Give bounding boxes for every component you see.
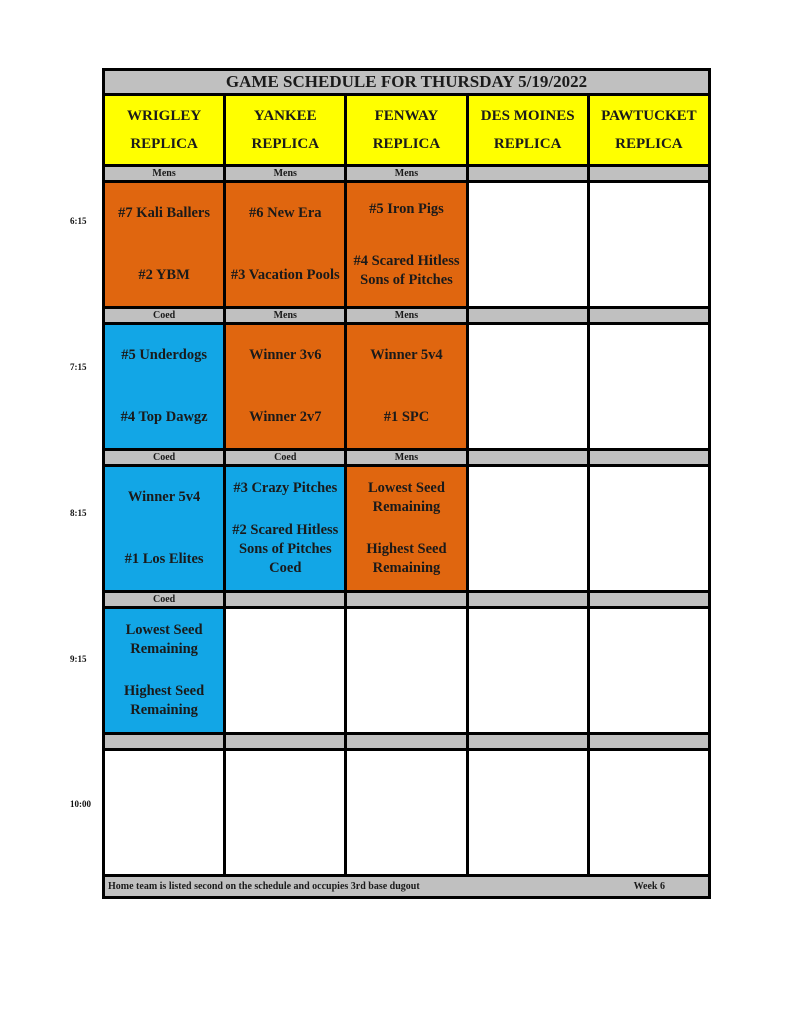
home-team: #3 Vacation Pools xyxy=(230,266,340,283)
matchup xyxy=(590,751,708,874)
away-team: Lowest Seed Remaining xyxy=(368,479,445,515)
time-label: 9:15 xyxy=(70,654,87,664)
park-name: WRIGLEY xyxy=(127,108,202,124)
game-cell xyxy=(225,182,346,308)
division-label: Coed xyxy=(104,450,225,466)
matchup xyxy=(226,325,344,448)
park-name: YANKEE xyxy=(253,108,317,124)
week-label: Week 6 xyxy=(633,881,665,892)
title-row xyxy=(104,70,710,95)
away-team: #5 Underdogs xyxy=(121,347,207,364)
matchup xyxy=(469,183,587,306)
empty-cell xyxy=(588,608,709,734)
park-header xyxy=(346,95,467,166)
game-row xyxy=(104,324,710,450)
park-header-row xyxy=(104,95,710,166)
game-cell xyxy=(346,466,467,592)
empty-cell xyxy=(467,182,588,308)
division-label xyxy=(588,592,709,608)
empty-cell xyxy=(588,324,709,450)
away-team: #7 Kali Ballers xyxy=(118,205,211,222)
away-team: #5 Iron Pigs xyxy=(369,200,444,217)
game-cell xyxy=(346,324,467,450)
park-sub: REPLICA xyxy=(493,136,562,152)
matchup xyxy=(469,609,587,732)
game-row xyxy=(104,466,710,592)
division-label: Mens xyxy=(104,166,225,182)
division-label: Coed xyxy=(104,592,225,608)
footer-row xyxy=(104,876,710,898)
matchup xyxy=(226,183,344,306)
empty-cell xyxy=(588,466,709,592)
game-cell xyxy=(346,182,467,308)
division-row xyxy=(104,166,710,182)
matchup xyxy=(347,751,465,874)
park-header xyxy=(225,95,346,166)
division-label xyxy=(225,592,346,608)
division-label: Mens xyxy=(346,450,467,466)
empty-cell xyxy=(346,750,467,876)
away-team: #3 Crazy Pitches xyxy=(233,479,338,496)
division-label xyxy=(346,592,467,608)
matchup xyxy=(226,751,344,874)
empty-cell xyxy=(588,750,709,876)
division-label xyxy=(588,166,709,182)
park-sub: REPLICA xyxy=(251,136,320,152)
schedule-title: GAME SCHEDULE FOR THURSDAY 5/19/2022 xyxy=(104,70,710,95)
schedule-table xyxy=(102,68,711,899)
division-label xyxy=(588,308,709,324)
division-row xyxy=(104,592,710,608)
empty-cell xyxy=(467,750,588,876)
division-label: Mens xyxy=(225,308,346,324)
matchup xyxy=(105,325,223,448)
game-row xyxy=(104,750,710,876)
empty-cell xyxy=(225,750,346,876)
game-cell xyxy=(104,608,225,734)
matchup xyxy=(105,183,223,306)
matchup xyxy=(469,751,587,874)
game-row xyxy=(104,182,710,308)
empty-cell xyxy=(467,608,588,734)
away-team: Winner 5v4 xyxy=(127,489,201,506)
away-team: Winner 3v6 xyxy=(249,347,322,364)
park-name: FENWAY xyxy=(374,108,439,124)
home-team: #1 SPC xyxy=(383,408,430,425)
matchup xyxy=(347,325,465,448)
home-team: Highest Seed Remaining xyxy=(366,541,447,577)
park-name: DES MOINES xyxy=(480,108,575,124)
home-team: #4 Top Dawgz xyxy=(120,408,208,425)
matchup xyxy=(226,609,344,732)
division-row xyxy=(104,450,710,466)
time-label: 6:15 xyxy=(70,216,87,226)
matchup xyxy=(469,325,587,448)
division-label: Mens xyxy=(225,166,346,182)
away-team: Winner 5v4 xyxy=(370,347,443,364)
division-label xyxy=(346,734,467,750)
home-team: #2 Scared Hitless Sons of Pitches Coed xyxy=(232,522,339,577)
game-cell xyxy=(225,466,346,592)
division-label: Coed xyxy=(225,450,346,466)
away-team: Lowest Seed Remaining xyxy=(125,621,203,657)
home-team: #4 Scared Hitless Sons of Pitches xyxy=(353,252,460,288)
matchup xyxy=(347,609,465,732)
park-header xyxy=(588,95,709,166)
matchup xyxy=(590,183,708,306)
matchup xyxy=(469,467,587,590)
empty-cell xyxy=(467,324,588,450)
away-team: #6 New Era xyxy=(249,205,322,222)
home-team: Highest Seed Remaining xyxy=(124,683,205,719)
division-label: Coed xyxy=(104,308,225,324)
matchup xyxy=(105,609,223,732)
division-label xyxy=(588,450,709,466)
empty-cell xyxy=(467,466,588,592)
division-label xyxy=(225,734,346,750)
empty-cell xyxy=(346,608,467,734)
division-label: Mens xyxy=(346,166,467,182)
matchup xyxy=(226,467,344,590)
division-label xyxy=(104,734,225,750)
park-sub: REPLICA xyxy=(615,136,683,152)
division-label xyxy=(467,592,588,608)
home-team: #1 Los Elites xyxy=(124,550,204,567)
matchup xyxy=(590,325,708,448)
division-label xyxy=(467,308,588,324)
division-label xyxy=(467,734,588,750)
game-row xyxy=(104,608,710,734)
home-team: #2 YBM xyxy=(138,266,190,283)
park-sub: REPLICA xyxy=(372,136,441,152)
division-label: Mens xyxy=(346,308,467,324)
time-label: 7:15 xyxy=(70,362,87,372)
park-header xyxy=(467,95,588,166)
footer-cell xyxy=(104,876,710,898)
matchup xyxy=(347,183,465,306)
time-label: 10:00 xyxy=(70,799,91,809)
empty-cell xyxy=(104,750,225,876)
time-label: 8:15 xyxy=(70,508,87,518)
game-cell xyxy=(104,324,225,450)
division-row xyxy=(104,734,710,750)
footer-note: Home team is listed second on the schedule and occupies 3rd base dugout xyxy=(108,881,420,892)
division-row xyxy=(104,308,710,324)
matchup xyxy=(590,467,708,590)
empty-cell xyxy=(588,182,709,308)
park-header xyxy=(104,95,225,166)
game-cell xyxy=(225,324,346,450)
division-label xyxy=(588,734,709,750)
division-label xyxy=(467,166,588,182)
game-cell xyxy=(104,466,225,592)
park-sub: REPLICA xyxy=(130,136,198,152)
park-name: PAWTUCKET xyxy=(601,108,697,124)
matchup xyxy=(590,609,708,732)
division-label xyxy=(467,450,588,466)
game-cell xyxy=(104,182,225,308)
matchup xyxy=(347,467,465,590)
matchup xyxy=(105,751,223,874)
empty-cell xyxy=(225,608,346,734)
home-team: Winner 2v7 xyxy=(249,408,322,425)
matchup xyxy=(105,467,223,590)
